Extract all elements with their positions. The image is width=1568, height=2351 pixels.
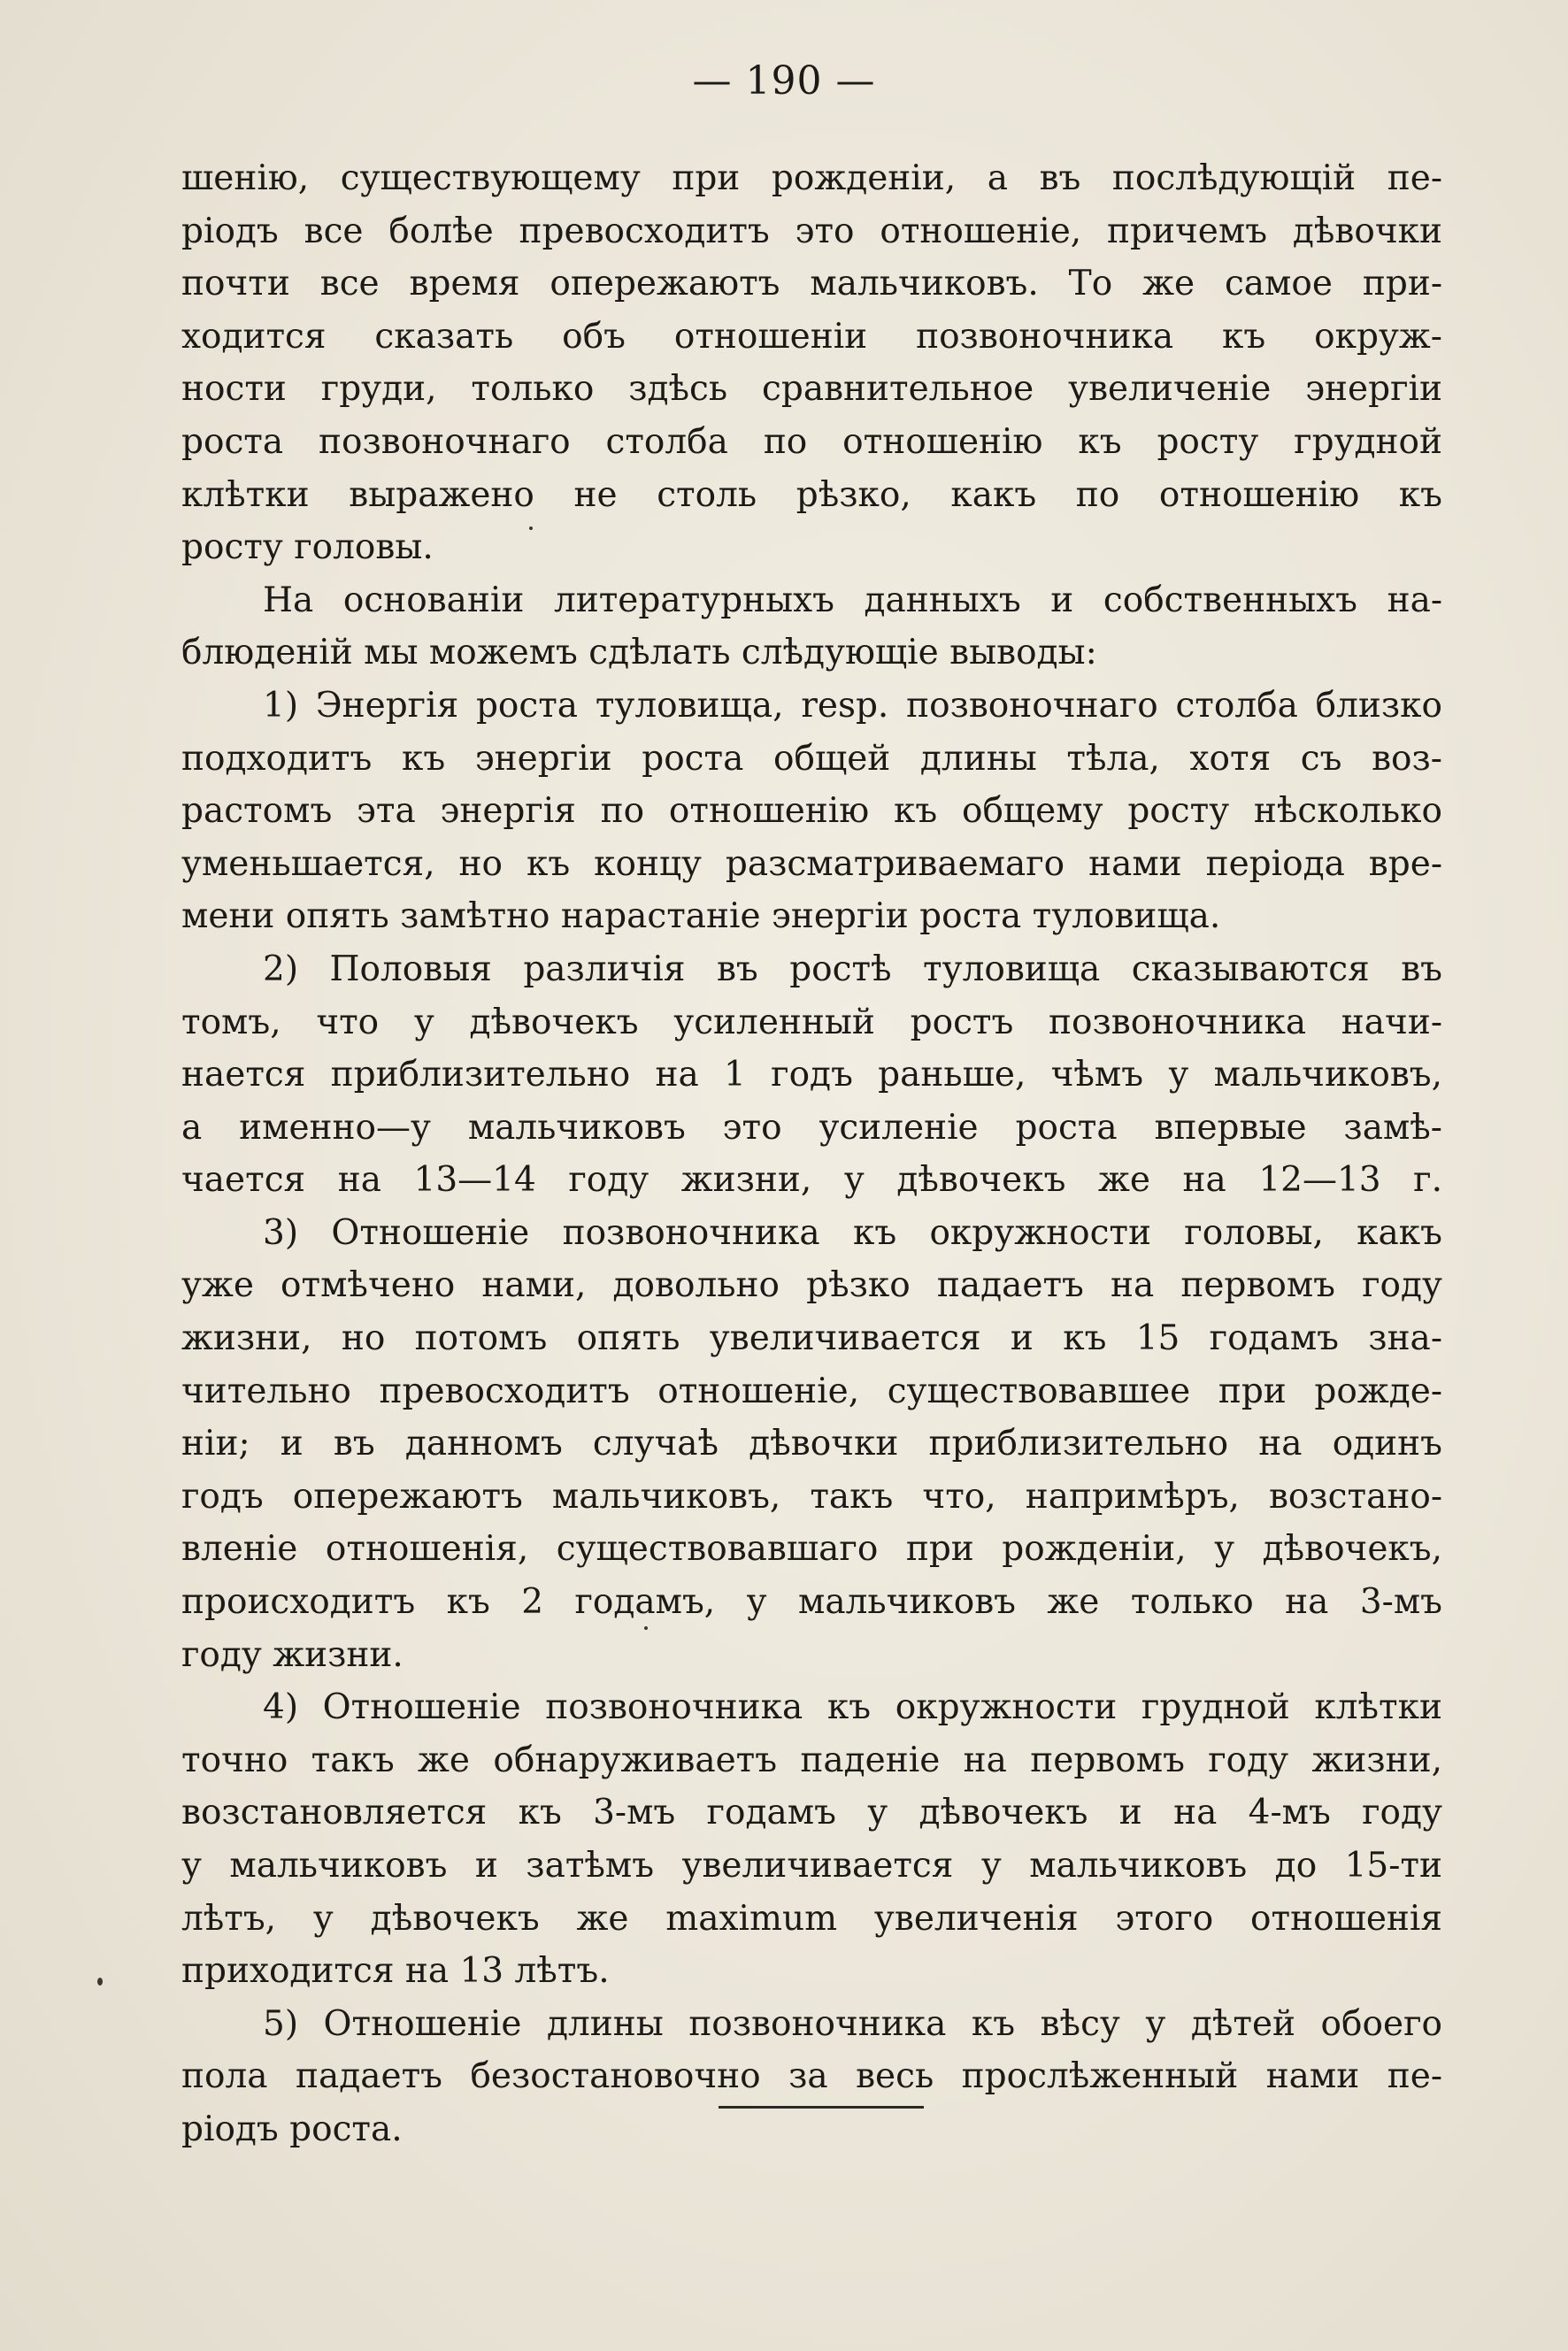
section-end-rule [719,2106,924,2109]
conclusion-4-start-line: 4) Отношеніе позвоночника къ окружности грудной клѣтки [263,1687,1442,1728]
conclusion-5-start-line: 5) Отношеніе длины позвоночника къ вѣсу у дѣтей обоего [263,2003,1442,2044]
text-line: возстановляется къ 3-мъ годамъ у дѣвочекъ и на 4-мъ году [181,1793,1442,1833]
page-number: — 190 — [692,58,876,104]
text-line: росту головы. [181,527,434,568]
text-line: происходитъ къ 2 годамъ, у мальчиковъ же только на 3-мъ [181,1582,1442,1623]
text-line: а именно—у мальчиковъ это усиленіе роста впервые замѣ- [181,1107,1442,1148]
conclusion-1-start-line: 1) Энергія роста туловища, resp. позвоночнаго столба близко [263,685,1442,726]
text-line: подходитъ къ энергіи роста общей длины тѣла, хотя съ воз- [181,738,1442,779]
text-line: уменьшается, но къ концу разсматриваемаго нами періода вре- [181,843,1442,884]
text-line: ности груди, только здѣсь сравнительное увеличеніе энергіи [181,369,1442,410]
text-line: точно такъ же обнаруживаетъ паденіе на первомъ году жизни, [181,1740,1442,1780]
text-line: ходится сказать объ отношеніи позвоночника къ окруж- [181,316,1442,357]
text-line: растомъ эта энергія по отношенію къ общему росту нѣсколько [181,791,1442,832]
text-line: мени опять замѣтно нарастаніе энергіи роста туловища. [181,896,1221,937]
conclusion-3-start-line: 3) Отношеніе позвоночника къ окружности головы, какъ [263,1212,1442,1253]
text-line: году жизни. [181,1634,404,1675]
text-line: почти все время опережаютъ мальчиковъ. То же самое при- [181,264,1442,304]
text-line: лѣтъ, у дѣвочекъ же maximum увеличенія этого отношенія [181,1898,1442,1939]
text-line: нается приблизительно на 1 годъ раньше, чѣмъ у мальчиковъ, [181,1055,1442,1095]
text-line: чается на 13—14 году жизни, у дѣвочекъ же на 12—13 г. [181,1160,1442,1201]
print-speck [97,1978,103,1986]
text-line: пола падаетъ безостановочно за весь прослѣженный нами пе- [181,2056,1442,2097]
text-line: ніи; и въ данномъ случаѣ дѣвочки приблизительно на одинъ [181,1424,1442,1464]
body-text [181,152,1442,2156]
text-line: ріодъ все болѣе превосходитъ это отношеніе, причемъ дѣвочки [181,211,1442,251]
text-line: чительно превосходитъ отношеніе, существовавшее при рожде- [181,1371,1442,1411]
text-line: роста позвоночнаго столба по отношенію къ росту грудной [181,421,1442,462]
text-line: клѣтки выражено не столь рѣзко, какъ по отношенію къ [181,474,1442,515]
conclusion-2-start-line: 2) Половыя различія въ ростѣ туловища сказываются въ [263,949,1442,989]
text-line: вленіе отношенія, существовавшаго при рожденіи, у дѣвочекъ, [181,1529,1442,1570]
text-line: уже отмѣчено нами, довольно рѣзко падаетъ на первомъ году [181,1265,1442,1306]
text-line: у мальчиковъ и затѣмъ увеличивается у мальчиковъ до 15-ти [181,1846,1442,1886]
text-line: жизни, но потомъ опять увеличивается и къ 15 годамъ зна- [181,1318,1442,1359]
text-line: блюденій мы можемъ сдѣлать слѣдующіе выводы: [181,633,1097,673]
paragraph-start-line: На основаніи литературныхъ данныхъ и собственныхъ на- [263,580,1442,620]
text-line: приходится на 13 лѣтъ. [181,1951,610,1992]
text-line: томъ, что у дѣвочекъ усиленный ростъ позвоночника начи- [181,1002,1442,1042]
print-speck [529,526,533,530]
text-line: шенію, существующему при рожденіи, а въ послѣдующій пе- [181,158,1442,198]
print-speck [644,1626,648,1630]
text-line: ріодъ роста. [181,2109,403,2149]
text-line: годъ опережаютъ мальчиковъ, такъ что, напримѣръ, возстано- [181,1476,1442,1517]
